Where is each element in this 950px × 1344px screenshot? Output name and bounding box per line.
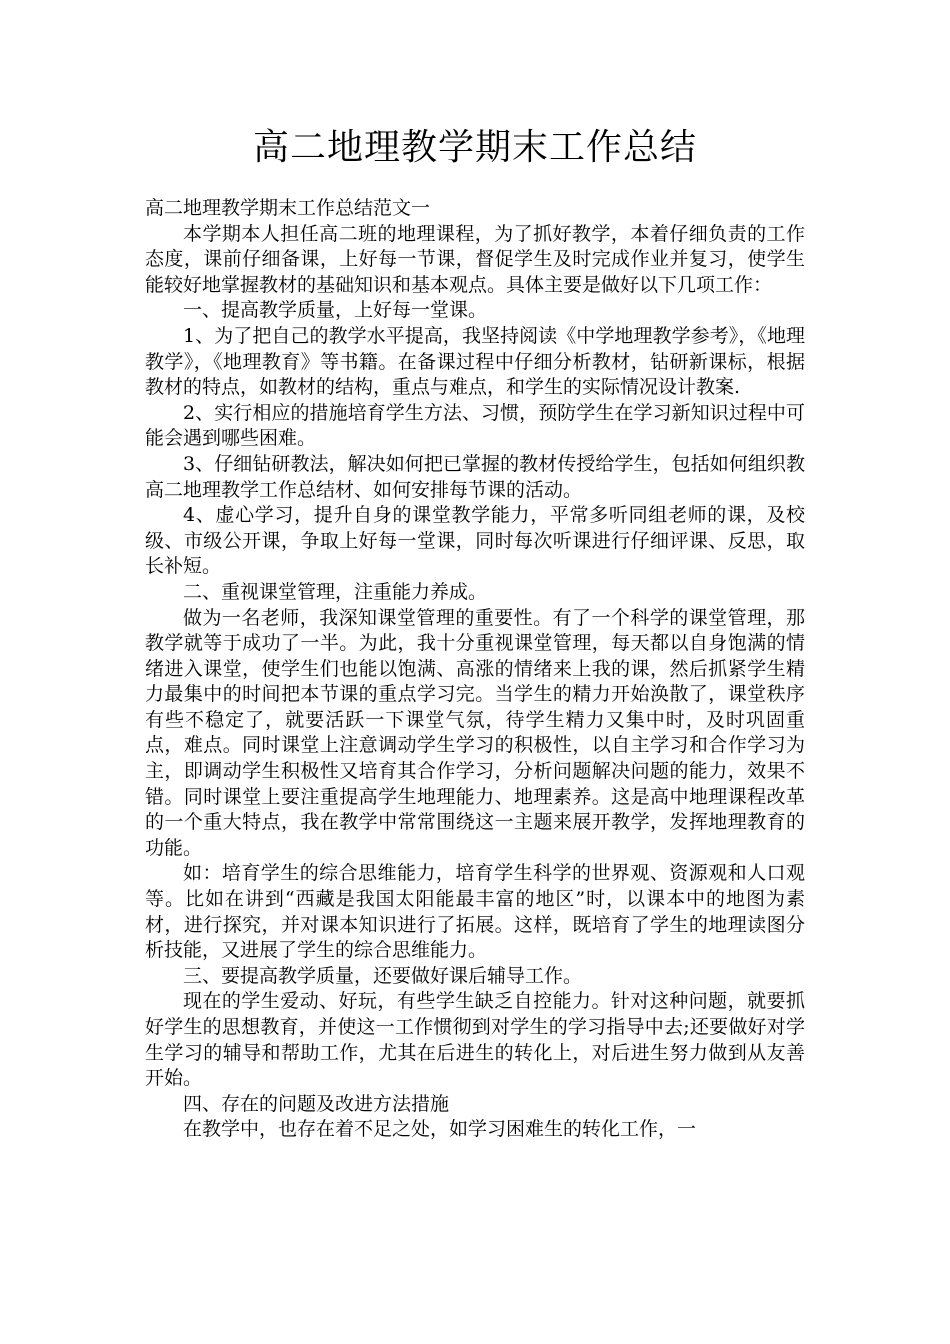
paragraph: 三、要提高教学质量，还要做好课后辅导工作。 [183, 964, 583, 987]
paragraph: 如：培育学生的综合思维能力，培育学生科学的世界观、资源观和人口观等。比如在讲到“西藏是我国太阳能最丰富的地区”时，以课本中的地图为素材，进行探究，并对课本知识进行了拓展。这样，既培育了学生的地理读图分析技能，又进展了学生的综合思维能力。 [145, 862, 805, 962]
paragraph: 一、提高教学质量，上好每一堂课。 [183, 299, 488, 322]
paragraph: 本学期本人担任高二班的地理课程，为了抓好教学，本着仔细负责的工作态度，课前仔细备课，上好每一节课，督促学生及时完成作业并复习，使学生能较好地掌握教材的基础知识和基本观点。具体主要是做好以下几项工作： [145, 222, 805, 296]
document-body [145, 196, 805, 1143]
paragraph: 二、重视课堂管理，注重能力养成。 [183, 580, 488, 603]
paragraph: 4、虚心学习，提升自身的课堂教学能力，平常多听同组老师的课，及校级、市级公开课，争取上好每一堂课，同时每次听课进行仔细评课、反思，取长补短。 [145, 504, 805, 578]
paragraph: 四、存在的问题及改进方法措施 [183, 1092, 450, 1115]
paragraph: 2、实行相应的措施培育学生方法、习惯，预防学生在学习新知识过程中可能会遇到哪些困难。 [145, 401, 805, 450]
paragraph: 现在的学生爱动、好玩，有些学生缺乏自控能力。针对这种问题，就要抓好学生的思想教育，并使这一工作惯彻到对学生的学习指导中去;还要做好对学生学习的辅导和帮助工作，尤其在后进生的转化上，对后进生努力做到从友善开始。 [145, 990, 805, 1090]
paragraph: 在教学中，也存在着不足之处，如学习困难生的转化工作，一 [183, 1118, 697, 1141]
paragraph: 做为一名老师，我深知课堂管理的重要性。有了一个科学的课堂管理，那教学就等于成功了一半。为此，我十分重视课堂管理，每天都以自身饱满的情绪进入课堂，使学生们也能以饱满、高涨的情绪来上我的课，然后抓紧学生精力最集中的时间把本节课的重点学习完。当学生的精力开始涣散了，课堂秩序有些不稳定了，就要活跃一下课堂气氛，待学生精力又集中时，及时巩固重点，难点。同时课堂上注意调动学生学习的积极性，以自主学习和合作学习为主，即调动学生积极性又培育其合作学习，分析问题解决问题的能力，效果不错。同时课堂上要注重提高学生地理能力、地理素养。这是高中地理课程改革的一个重大特点，我在教学中常常围绕这一主题来展开教学，发挥地理教育的功能。 [145, 606, 805, 859]
document-title: 高二地理教学期末工作总结 [252, 127, 697, 168]
paragraph: 1、为了把自己的教学水平提高，我坚持阅读《中学地理教学参考》，《地理教学》，《地理教育》等书籍。在备课过程中仔细分析教材，钻研新课标，根据教材的特点，如教材的结构，重点与难点，和学生的实际情况设计教案. [145, 324, 805, 399]
document-subtitle: 高二地理教学期末工作总结范文一 [145, 197, 431, 219]
paragraph: 3、仔细钻研教法，解决如何把已掌握的教材传授给学生，包括如何组织教高二地理教学工作总结材、如何安排每节课的活动。 [145, 452, 805, 501]
